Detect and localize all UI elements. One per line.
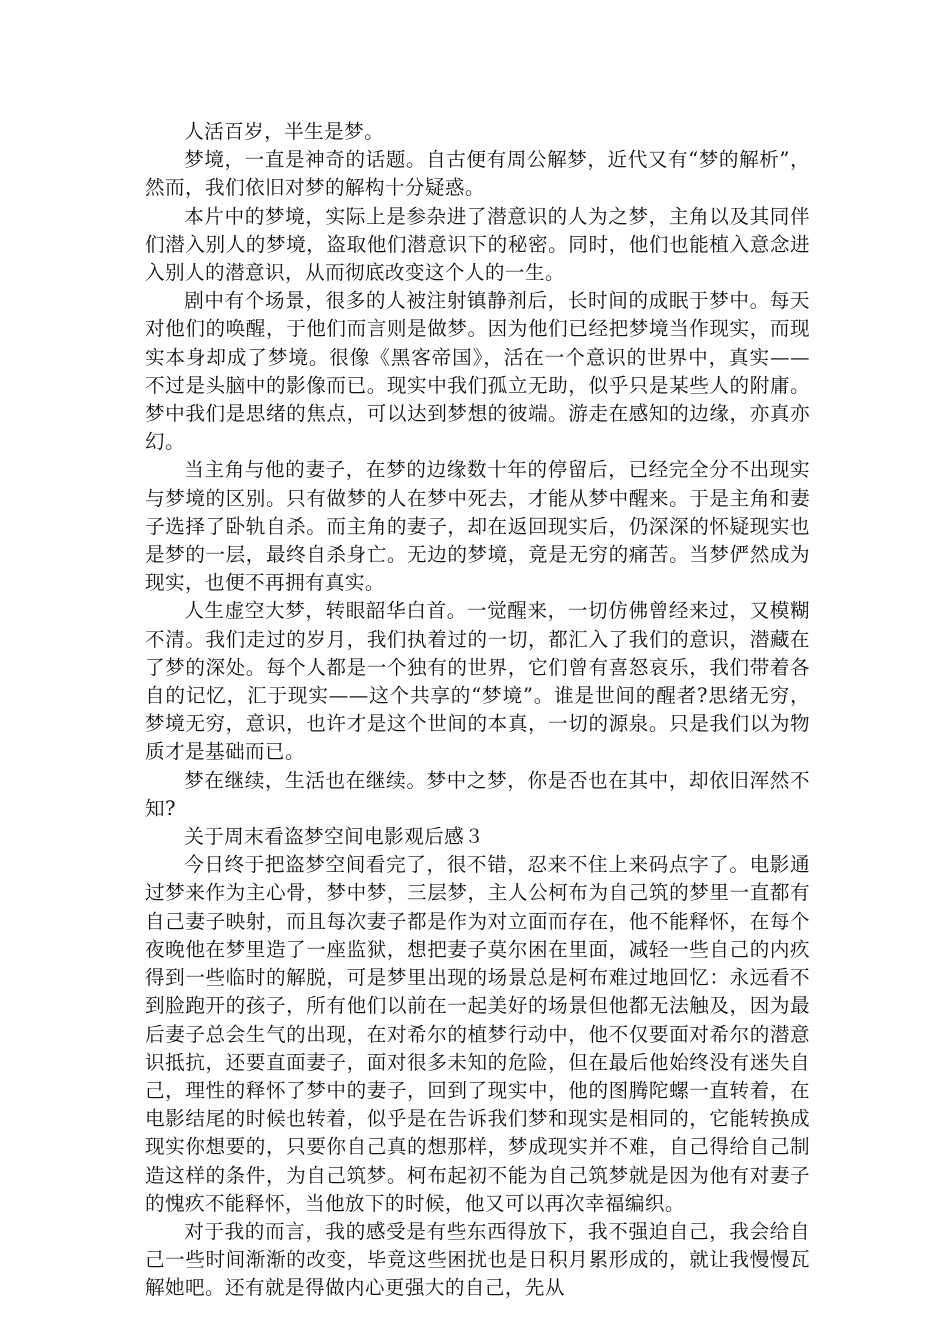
paragraph-9: 对于我的而言，我的感受是有些东西得放下，我不强迫自己，我会给自己一些时间渐渐的改变，毕竟这些困扰也是日积月累形成的，就让我慢慢瓦解她吧。还有就是得做内心更强大的自己，先从 xyxy=(145,1219,810,1300)
paragraph-5: 当主角与他的妻子，在梦的边缘数十年的停留后，已经完全分不出现实与梦境的区别。只有做梦的人在梦中死去，才能从梦中醒来。于是主角和妻子选择了卧轨自杀。而主角的妻子，却在返回现实后，仍深深的怀疑现实也是梦的一层，最终自杀身亡。无边的梦境，竟是无穷的痛苦。当梦俨然成为现实，也便不再拥有真实。 xyxy=(145,458,810,595)
paragraph-1: 人活百岁，半生是梦。 xyxy=(184,120,385,143)
paragraph-6: 人生虚空大梦，转眼韶华白首。一觉醒来，一切仿佛曾经来过，又模糊不清。我们走过的岁月，我们执着过的一切，都汇入了我们的意识，潜藏在了梦的深处。每个人都是一个独有的世界，它们曾有喜怒哀乐，我们带着各自的记忆，汇于现实——这个共享的“梦境”。谁是世间的醒者?思绪无穷，梦境无穷，意识，也许才是这个世间的本真，一切的源泉。只是我们以为物质才是基础而已。 xyxy=(145,599,810,764)
paragraph-3: 本片中的梦境，实际上是参杂进了潜意识的人为之梦，主角以及其同伴们潜入别人的梦境，盗取他们潜意识下的秘密。同时，他们也能植入意念进入别人的潜意识，从而彻底改变这个人的一生。 xyxy=(145,204,810,285)
document-body xyxy=(145,118,810,1303)
paragraph-4: 剧中有个场景，很多的人被注射镇静剂后，长时间的成眠于梦中。每天对他们的唤醒，于他们而言则是做梦。因为他们已经把梦境当作现实，而现实本身却成了梦境。很像《黑客帝国》，活在一个意识的世界中，真实——不过是头脑中的影像而已。现实中我们孤立无助，似乎只是某些人的附庸。梦中我们是思绪的焦点，可以达到梦想的彼端。游走在感知的边缘，亦真亦幻。 xyxy=(145,289,810,454)
paragraph-2: 梦境，一直是神奇的话题。自古便有周公解梦，近代又有“梦的解析”，然而，我们依旧对梦的解构十分疑惑。 xyxy=(145,148,810,200)
paragraph-8: 今日终于把盗梦空间看完了，很不错，忍来不住上来码点字了。电影通过梦来作为主心骨，梦中梦，三层梦，主人公柯布为自己筑的梦里一直都有自己妻子映射，而且每次妻子都是作为对立面而存在，他不能释怀，在每个夜晚他在梦里造了一座监狱，想把妻子莫尔困在里面，减轻一些自己的内疚得到一些临时的解脱，可是梦里出现的场景总是柯布难过地回忆：永远看不到脸跑开的孩子，所有他们以前在一起美好的场景但他都无法触及，因为最后妻子总会生气的出现，在对希尔的植梦行动中，他不仅要面对希尔的潜意识抵抗，还要直面妻子，面对很多未知的危险，但在最后他始终没有迷失自己，理性的释怀了梦中的妻子，回到了现实中，他的图腾陀螺一直转着，在电影结尾的时候也转着，似乎是在告诉我们梦和现实是相同的，它能转换成现实你想要的，只要你自己真的想那样，梦成现实并不难，自己得给自己制造这样的条件，为自己筑梦。柯布起初不能为自己筑梦就是因为他有对妻子的愧疚不能释怀，当他放下的时候，他又可以再次幸福编织。 xyxy=(145,853,810,1215)
section-heading: 关于周末看盗梦空间电影观后感３ xyxy=(184,825,485,849)
paragraph-7: 梦在继续，生活也在继续。梦中之梦，你是否也在其中，却依旧浑然不知? xyxy=(145,768,810,820)
